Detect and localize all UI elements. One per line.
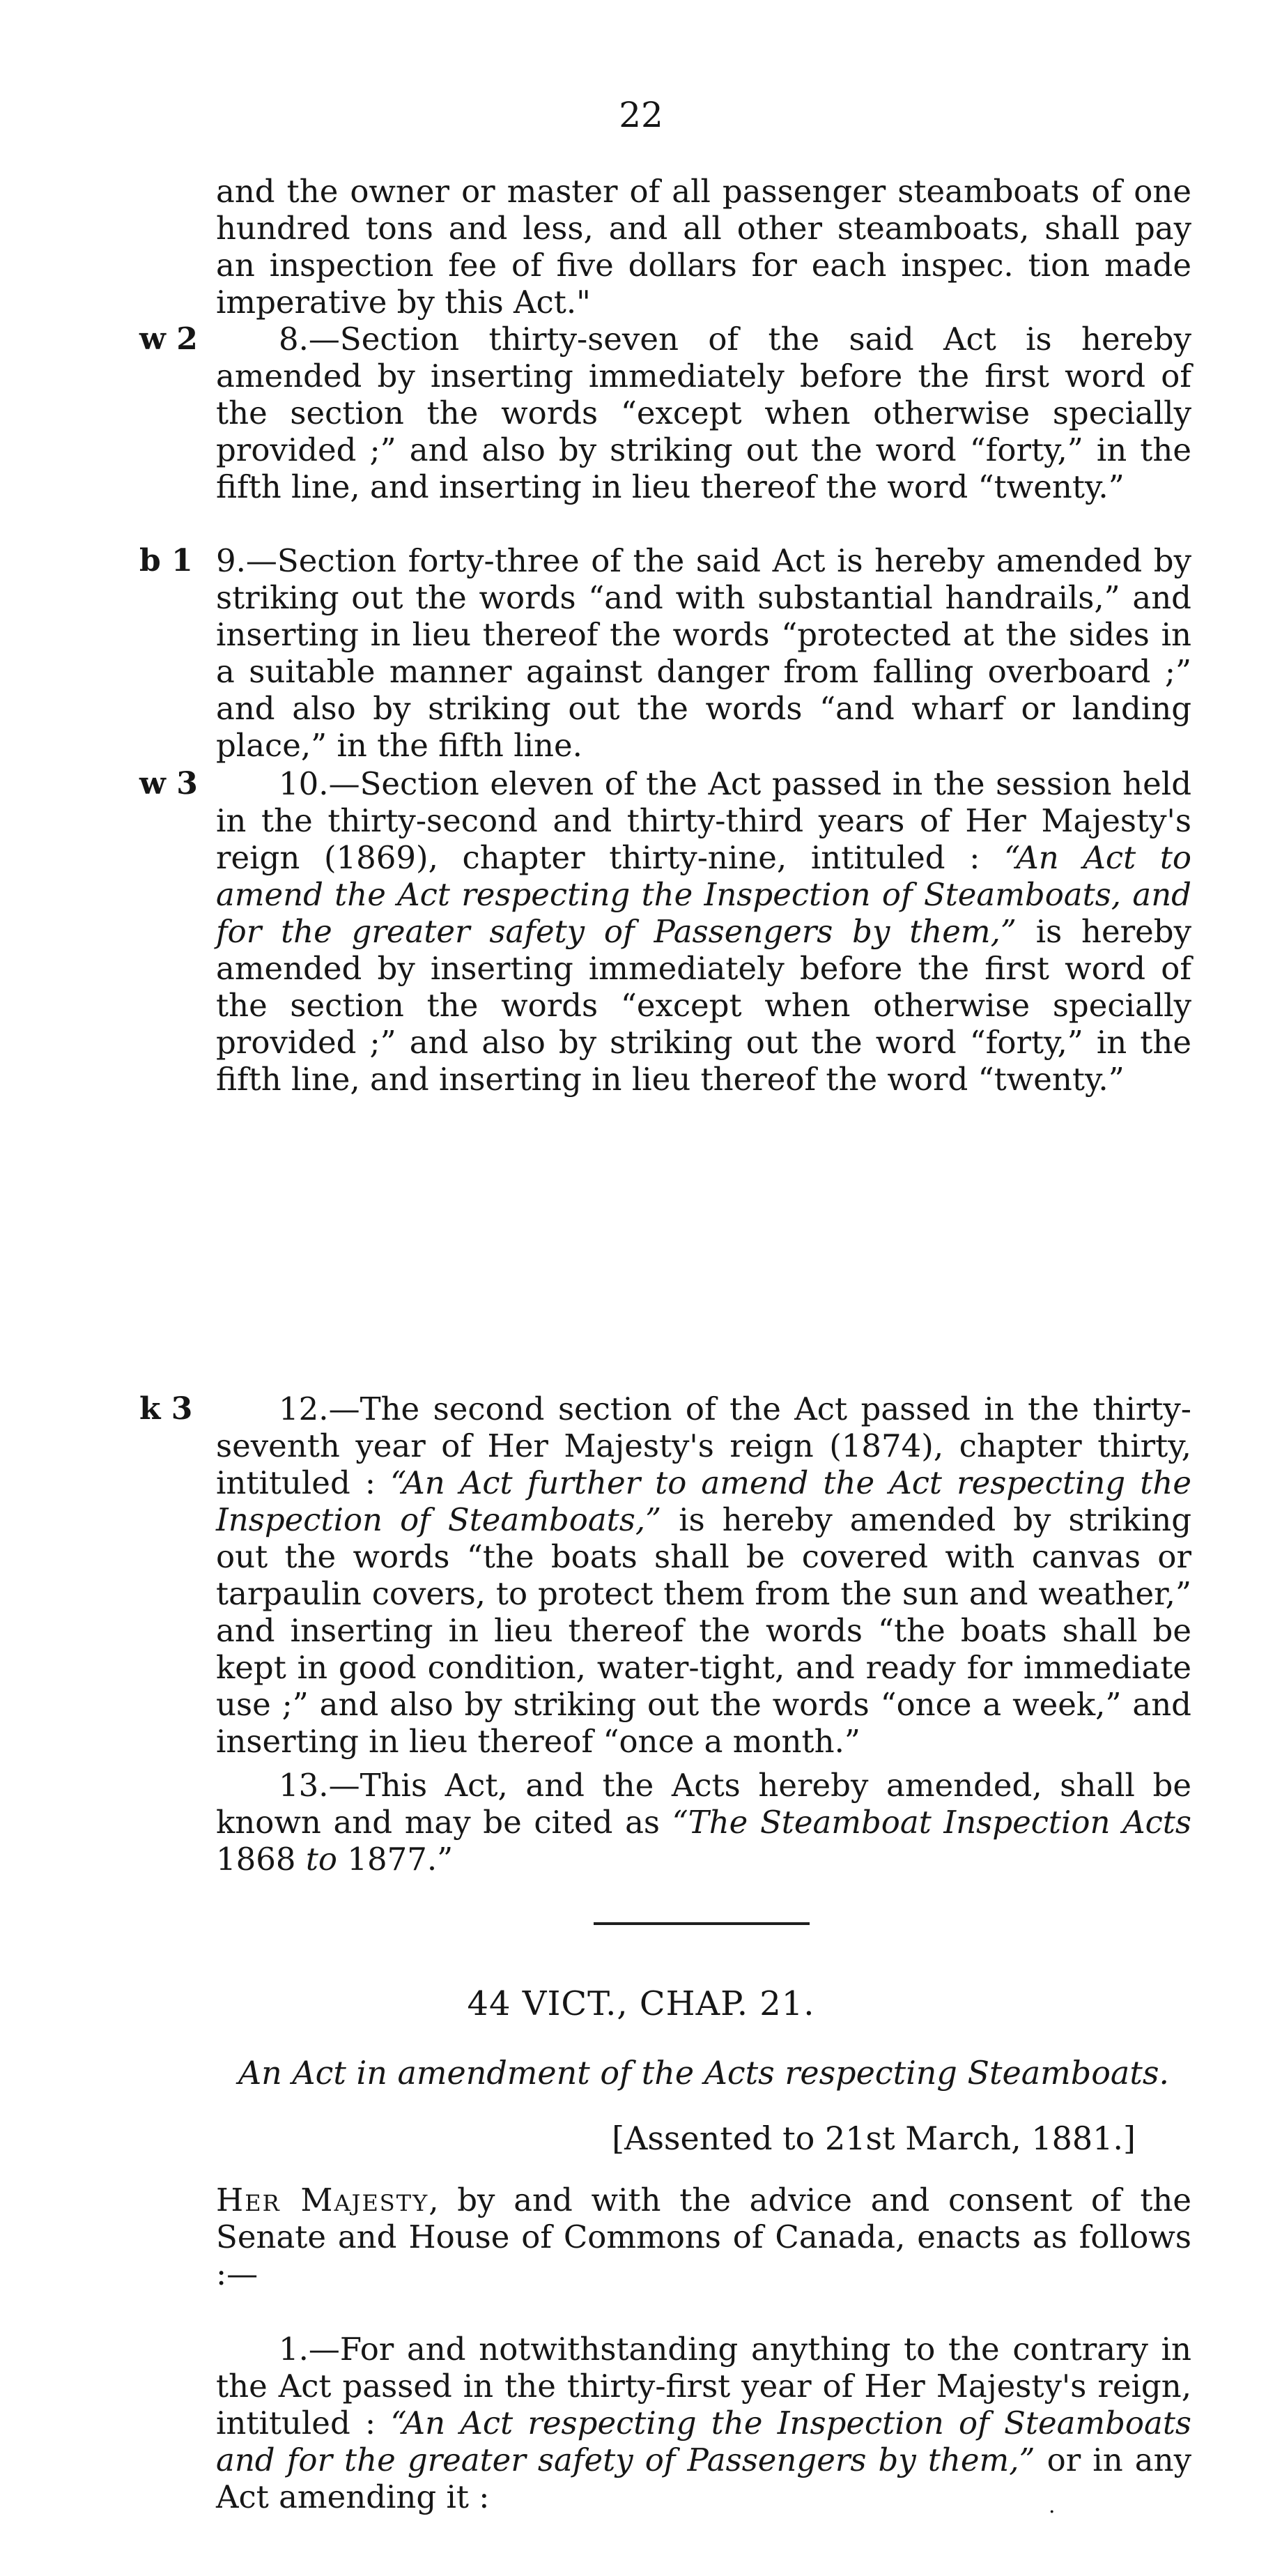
paragraph-section-13: [216, 1767, 1191, 1878]
act-title: “An Act respecting the Inspection of Steamboats and for the greater safety of Passengers by them,”: [216, 2405, 1191, 2478]
act-long-title: An Act in amendment of the Acts respecting Steamboats.: [238, 2054, 1170, 2092]
paragraph-section-1: [216, 2331, 1191, 2515]
paragraph-enacting-clause: [216, 2182, 1191, 2292]
paragraph-text: [216, 1767, 1191, 1878]
paragraph-section-10: [216, 765, 1191, 1098]
section-text: 1.—For and notwithstanding anything to the contrary in the Act passed in the thirty-first year of Her Majesty's reign, intituled :: [216, 2331, 1191, 2441]
act-short-title: “The Steamboat Inspection Acts: [672, 1804, 1191, 1841]
assent-date: [Assented to 21st March, 1881.]: [612, 2119, 1136, 2157]
paragraph-text: 8.—Section thirty-seven of the said Act is hereby amended by inserting immediately before the first word of the section the words “except when otherwise specially provided ;” and also by striking out the word “forty,” in the fifth line, and inserting in lieu thereof the word “twenty.”: [216, 321, 1191, 505]
section-text: 13.—This Act, and the Acts hereby amended, shall be known and may be cited as: [216, 1767, 1191, 1841]
paragraph-section-12: [216, 1390, 1191, 1760]
paragraph-section-8: [216, 321, 1191, 505]
print-speck: ·: [1049, 2500, 1056, 2524]
paragraph-text: 9.—Section forty-three of the said Act is hereby amended by striking out the words “and with substantial handrails,” and inserting in lieu thereof the words “protected at the sides in a suitable manner against danger from falling overboard ;” and also by striking out the words “and wharf or landing place,” in the fifth line.: [216, 542, 1191, 764]
paragraph-text: [216, 765, 1191, 1098]
section-text: is hereby amended by inserting immediately before the first word of the section the words “except when otherwise specially provided ;” and also by striking out the word “forty,” in the fifth line, and inserting in lieu thereof the word “twenty.”: [216, 913, 1191, 1098]
section-text: 1868: [216, 1841, 296, 1878]
margin-note-section-10: w 3: [139, 766, 198, 802]
section-text: , by and with the advice and consent of the Senate and House of Commons of Canada, enacts as follows :—: [216, 2182, 1192, 2292]
margin-note-section-9: b 1: [139, 543, 193, 578]
section-text: 12.—The second section of the Act passed in the thirty-seventh year of Her Majesty's reign (1874), chapter thirty, intituled :: [216, 1390, 1191, 1501]
page-number: 22: [619, 95, 663, 135]
section-text: 10.—Section eleven of the Act passed in the session held in the thirty-second and thirty-third years of Her Majesty's reign (1869), chapter thirty-nine, intituled :: [216, 765, 1191, 876]
paragraph-section-9: [216, 542, 1191, 764]
section-text: 1877.”: [347, 1841, 454, 1878]
chapter-heading: 44 VICT., CHAP. 21.: [467, 1984, 815, 2023]
act-title: “An Act to amend the Act respecting the Inspection of Steamboats, and for the greater safety of Passengers by them,”: [216, 839, 1191, 950]
her-majesty-lead: Her Majesty: [216, 2182, 429, 2218]
paragraph-text: and the owner or master of all passenger steamboats of one hundred tons and less, and all other steamboats, shall pay an inspection fee of five dollars for each inspec. tion made imperative by this Act.": [216, 173, 1191, 321]
paragraph-text: [216, 2331, 1191, 2515]
section-text: or in any Act amending it :: [216, 2441, 1191, 2515]
section-divider: [594, 1922, 810, 1925]
act-title: “An Act further to amend the Act respecting the Inspection of Steamboats,”: [216, 1464, 1191, 1538]
paragraph-text: [216, 2182, 1191, 2292]
section-text: is hereby amended by striking out the words “the boats shall be covered with canvas or tarpaulin covers, to protect them from the sun and weather,” and inserting in lieu thereof the words “the boats shall be kept in good condition, water-tight, and ready for immediate use ;” and also by striking out the words “once a week,” and inserting in lieu thereof “once a month.”: [216, 1501, 1191, 1760]
margin-note-section-8: w 2: [139, 321, 198, 357]
to-word: to: [305, 1841, 338, 1878]
paragraph-section-7-tail: [216, 173, 1191, 321]
margin-note-section-12: k 3: [139, 1391, 193, 1427]
paragraph-text: [216, 1390, 1191, 1760]
